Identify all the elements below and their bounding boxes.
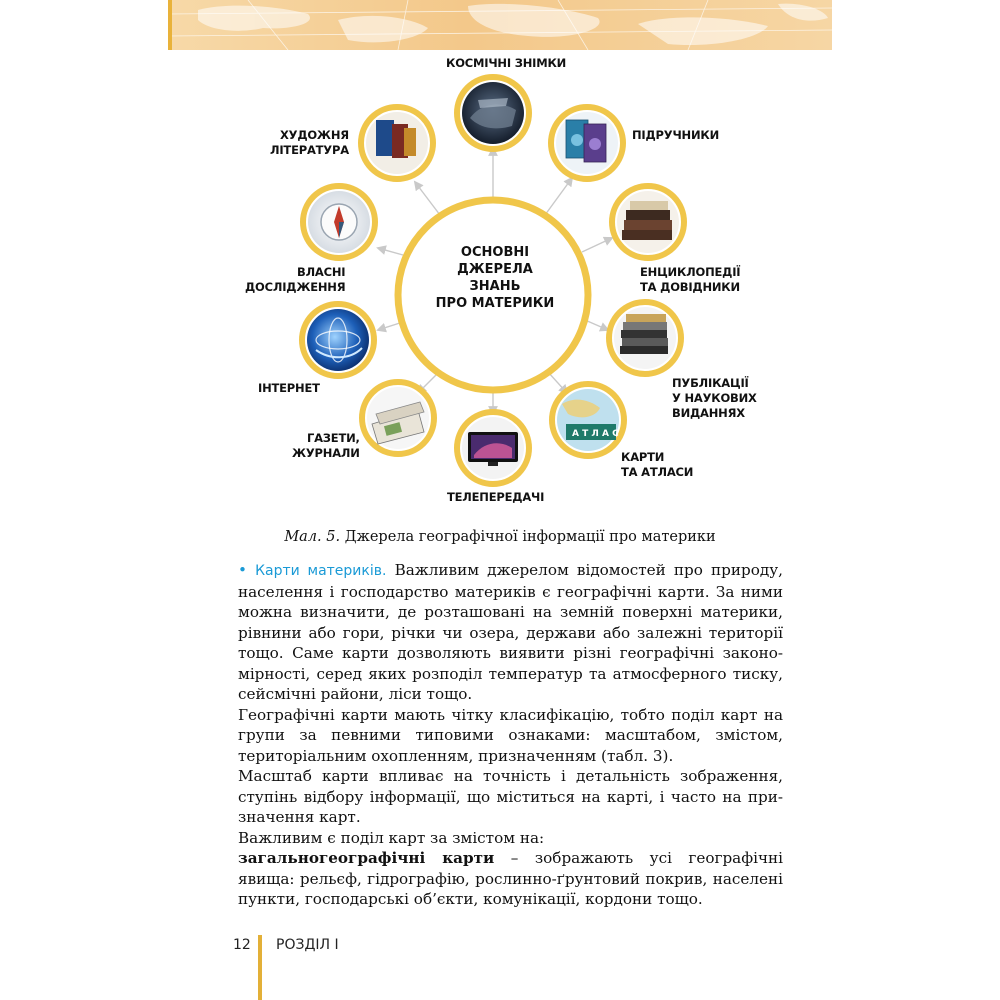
label-satellite-images: КОСМІЧНІ ЗНІМКИ xyxy=(446,56,567,70)
label-own-research: ВЛАСНІ ДОСЛІДЖЕННЯ xyxy=(245,265,346,294)
tv-icon xyxy=(457,412,529,484)
footer-bar xyxy=(258,935,262,1000)
page-number: 12 xyxy=(233,937,251,953)
paragraph-5 xyxy=(238,848,783,910)
caption-prefix: Мал. 5. xyxy=(284,529,341,545)
paragraph-1 xyxy=(238,560,783,705)
svg-text:А Т Л А С: А Т Л А С xyxy=(572,429,619,439)
satellite-image-icon xyxy=(457,77,529,149)
internet-globe-icon xyxy=(302,304,374,376)
label-maps-atlases: КАРТИ ТА АТЛАСИ xyxy=(621,450,694,479)
term-general-maps: загальногеографічні карти xyxy=(238,849,495,867)
caption-text: Джерела географічної інформації про материки xyxy=(340,529,716,545)
textbook-icon xyxy=(551,107,623,179)
paragraph-3: Масштаб карти впливає на точність і детальність зображення, ступінь відбору інформації, що міститься на карті, і часто на призначення карт. xyxy=(238,767,783,826)
label-tv: ТЕЛЕПЕРЕДАЧІ xyxy=(447,490,545,504)
bullet-icon: • xyxy=(238,561,256,579)
fiction-books-icon xyxy=(361,107,433,179)
encyclopedia-icon xyxy=(612,186,684,258)
body-text xyxy=(238,560,783,910)
paragraph-5-text: – зображають усі географічні явища: рельєф, гідрографію, рослинно-ґрунтовий покрив, населені пункти, господарські об’єкти, комунікації, кордони тощо. xyxy=(238,849,783,908)
paragraph-1-text: Важливим джерелом відомостей про природу, населення і господарство материків є географічні карти. За ними можна визначити, де розташовані на земній поверхні материки, рівнини або гори, річки чи озера, держави або залежні території тощо. Саме карти дозволяють виявити різні географічні закономірності, серед яких розподіл температур та атмосферного тиску, сейсмічні райони, ліси тощо. xyxy=(238,561,783,703)
compass-icon xyxy=(303,186,375,258)
atlas-icon xyxy=(552,384,624,456)
section-heading: Карти материків. xyxy=(255,563,387,579)
publication-stack-icon xyxy=(609,302,681,374)
paragraph-4: Важливим є поділ карт за змістом на: xyxy=(238,828,545,847)
label-fiction: ХУДОЖНЯ ЛІТЕРАТУРА xyxy=(270,128,349,157)
label-internet: ІНТЕРНЕТ xyxy=(258,381,320,395)
label-textbooks: ПІДРУЧНИКИ xyxy=(632,128,720,142)
center-label: ОСНОВНІ ДЖЕРЕЛА ЗНАНЬ ПРО МАТЕРИКИ xyxy=(435,245,555,311)
figure-caption xyxy=(220,529,780,545)
label-encyclopedias: ЕНЦИКЛОПЕДІЇ ТА ДОВІДНИКИ xyxy=(640,265,741,294)
label-publications: ПУБЛІКАЦІЇ У НАУКОВИХ ВИДАННЯХ xyxy=(672,376,757,420)
label-newspapers: ГАЗЕТИ, ЖУРНАЛИ xyxy=(292,431,360,460)
paragraph-2: Географічні карти мають чітку класифікацію, тобто поділ карт на групи за певними типовими ознаками: масштабом, змістом, територіальним охопленням, призначенням (табл. 3). xyxy=(238,705,783,765)
newspaper-icon xyxy=(362,382,434,454)
section-title: РОЗДІЛ І xyxy=(276,937,339,953)
